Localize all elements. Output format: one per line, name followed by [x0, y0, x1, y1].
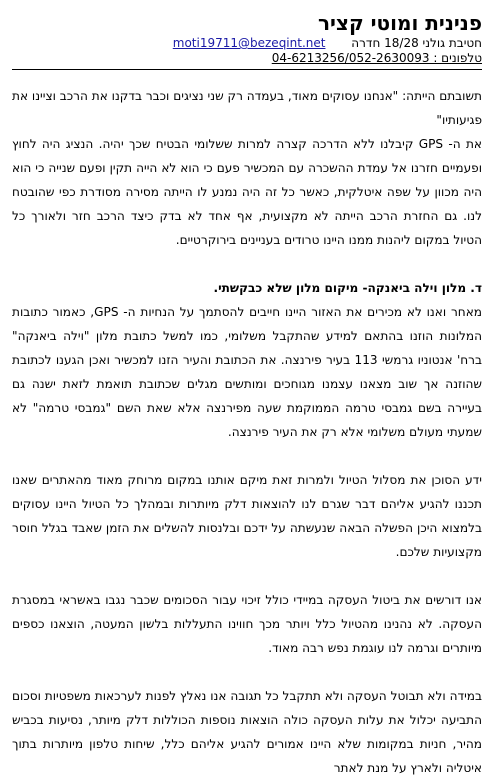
- paragraph-gap: [12, 660, 482, 684]
- sender-email-link[interactable]: moti19711@bezeqint.net: [172, 36, 326, 50]
- paragraph-gap: [12, 564, 482, 588]
- sender-address-line: [12, 36, 482, 51]
- paragraph-gap: [12, 252, 482, 276]
- sender-phones: טלפונים : 04-6213256/052-2630093: [271, 51, 482, 65]
- paragraph-hotel: מאחר ואנו לא מכירים את האזור היינו חייבים להסתמך על הנחיות ה- GPS, כאמור כתובות המלונות הוזנו בהתאם למידע שהתקבל משלומי, כמו למשל כתובת מלון "וילה ביאנקה" ברח' אנטוניו גרמשי 113 בעיר פירנצה. את הכתובת והעיר הזנו למכשיר ואכן הגענו לכתובת שהוזנה אך שוב מצאנו עצמנו מגוחכים ומותשים מגלים שכתובת תואמת לזאת ישנה גם בעיירה בשם גמבסי טרמה הממוקמת שעה מפירנצה אלא שאת השם "גמבסי טרמה" לא שמעתי מעולם משלומי אלא רק את העיר פירנצה.: [12, 305, 482, 439]
- paragraph-route: ידע הסוכן את מסלול הטיול ולמרות זאת מיקם אותנו במקום מרוחק מאוד מהאתרים שאנו תכננו להגיע אליהם דבר שגרם לנו להוצאות דלק מיותרות ובמהלך כל הטיול היינו עסוקים בלמצוא היכן הפשלה הבאה שנעשתה על ידכם ובלנסות להשלים את הזמן שאבד בגלל חוסר מקצועיות שלכם.: [12, 473, 482, 559]
- paragraph-gps: את ה- GPS קיבלנו ללא הדרכה קצרה למרות ששלומי הבטיח שכך יהיה. הנציג היה לחוץ ופעמיים חזרנו אל עמדת ההשכרה עם המכשיר פעם כי הוא לא הייה תקין ופעם שנייה כי הוא היה מכוון על שפה איטלקית, כאשר כל זה היה נמנע לו הייתה מסירה מסודרת כפי שהובטח לנו. גם החזרת הרכב הייתה לא מקצועית, אף אחד לא בדק כיצד הרכב חזר ולאורך כל הטיול במקום ליהנות ממנו היינו טרודים בעניינים בירוקרטיים.: [12, 137, 482, 247]
- section-d-heading: ד. מלון וילה ביאנקה- מיקום מלון שלא כבקשתי.: [213, 281, 482, 295]
- paragraph-response: תשובתם הייתה: "אנחנו עסוקים מאוד, בעמדה רק שני נציגים וכבר בדקנו את הרכב וציינו את פגיעותיו": [12, 89, 482, 127]
- sender-address: חטיבת גולני 18/28 חדרה: [351, 36, 482, 50]
- header-divider: [12, 69, 482, 70]
- paragraph-gap: [12, 444, 482, 468]
- paragraph-demand: אנו דורשים את ביטול העסקה במיידי כולל זיכוי עבור הסכומים שכבר נגבו באשראי במסגרת העסקה. לא נהנינו מהטיול כלל ויותר מכך חווינו התעללות בלשון המעטה, הוצאנו כספים מיותרים וגרמה לנו עוגמת נפש רבה מאוד.: [12, 593, 482, 655]
- letter-body: [12, 84, 482, 780]
- paragraph-legal: במידה ולא תבוטל העסקה ולא תתקבל כל תגובה אנו נאלץ לפנות לערכאות משפטיות וסכום התביעה יכלול את עלות העסקה כולה הוצאות נוספות הכוללות דלק מיותר, נסיעות בכביש מהיר, חניות במקומות שלא היינו אמורים להגיע אליהם כלל, שיחות טלפון מיותרות בתוך איטליה ולארץ על מנת לאתר: [12, 689, 482, 775]
- sender-name: פנינית ומוטי קציר: [317, 11, 482, 35]
- letter-header: [12, 10, 482, 66]
- sender-phones-line: [12, 51, 482, 66]
